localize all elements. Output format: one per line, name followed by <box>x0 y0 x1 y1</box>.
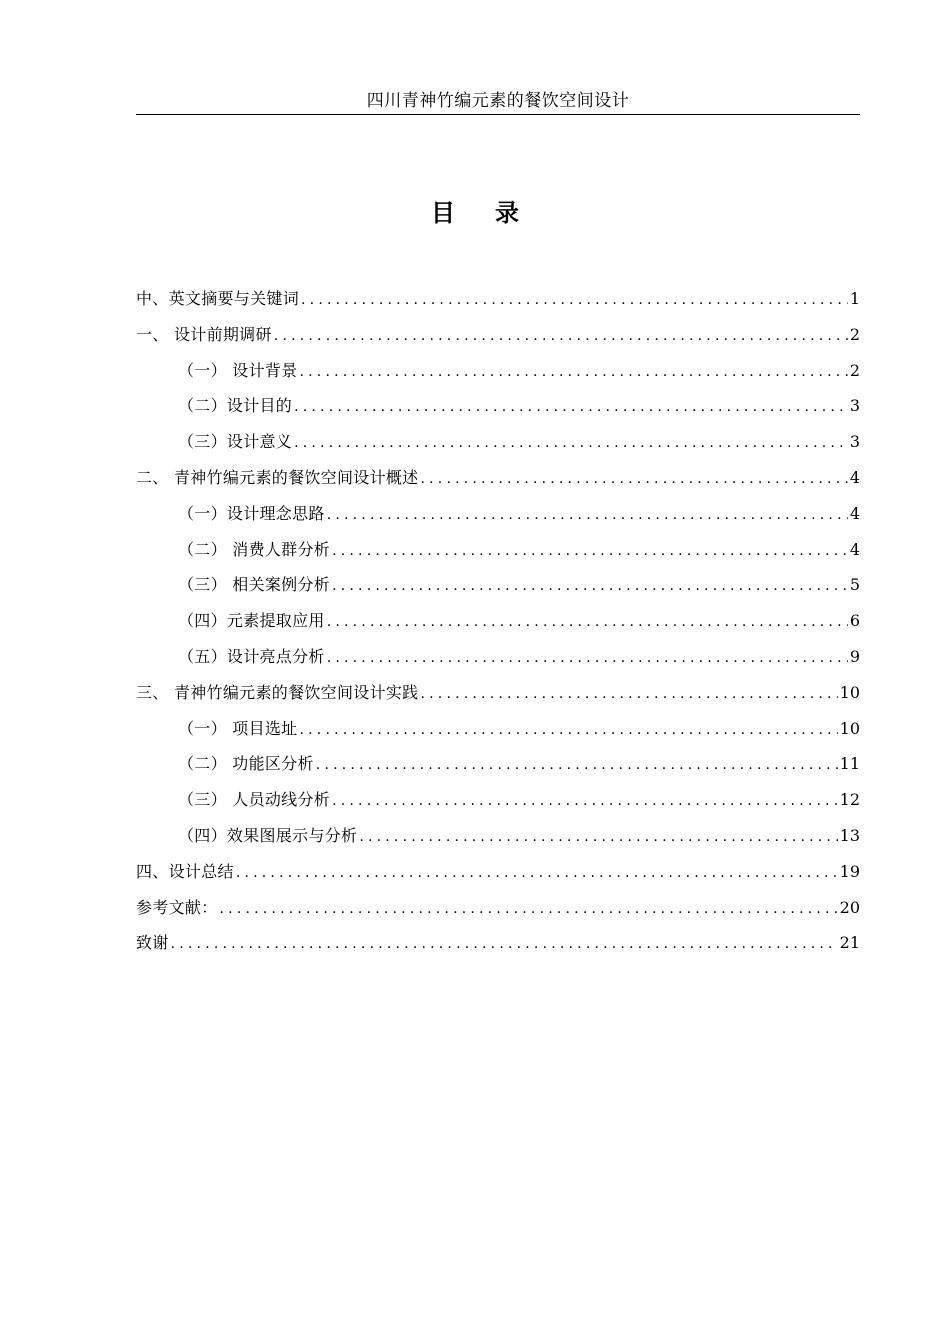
toc-entry[interactable] <box>136 538 860 574</box>
toc-entry[interactable] <box>136 573 860 609</box>
toc-entry[interactable] <box>136 931 860 967</box>
toc-entry[interactable] <box>136 896 860 932</box>
toc-title: 目录 <box>431 198 559 227</box>
table-of-contents <box>136 287 860 967</box>
toc-dot-leader <box>332 789 838 813</box>
toc-entry-label: 致谢 <box>136 933 169 953</box>
toc-page-number: 20 <box>839 897 860 917</box>
toc-entry[interactable] <box>136 824 860 860</box>
toc-entry-label: 中、英文摘要与关键词 <box>136 289 300 308</box>
toc-entry-label: （二） 消费人群分析 <box>178 539 331 559</box>
toc-page-number: 21 <box>839 933 860 953</box>
toc-page-number: 5 <box>849 575 860 595</box>
toc-dot-leader <box>301 288 848 312</box>
toc-entry[interactable] <box>136 752 860 788</box>
toc-dot-leader <box>274 324 848 348</box>
toc-entry-label: （一）设计理念思路 <box>178 503 325 523</box>
toc-dot-leader <box>327 503 848 527</box>
toc-page-number: 4 <box>849 503 860 523</box>
toc-entry-label: （四）元素提取应用 <box>178 611 325 631</box>
toc-page-number: 2 <box>849 324 860 344</box>
toc-dot-leader <box>421 467 848 491</box>
toc-dot-leader <box>332 574 848 598</box>
toc-page-number: 3 <box>849 432 860 452</box>
toc-entry[interactable] <box>136 394 860 430</box>
toc-dot-leader <box>359 825 837 849</box>
toc-dot-leader <box>236 861 838 885</box>
toc-entry[interactable] <box>136 359 860 395</box>
toc-page-number: 2 <box>849 360 860 380</box>
toc-entry[interactable] <box>136 609 860 645</box>
toc-dot-leader <box>300 718 838 742</box>
toc-page-number: 19 <box>839 861 860 881</box>
toc-dot-leader <box>300 360 848 384</box>
toc-dot-leader <box>332 539 848 563</box>
toc-entry[interactable] <box>136 681 860 717</box>
toc-entry[interactable] <box>136 788 860 824</box>
toc-entry[interactable] <box>136 323 860 359</box>
toc-page-number: 6 <box>849 611 860 631</box>
toc-entry-label: （五）设计亮点分析 <box>178 646 325 666</box>
running-header: 四川青神竹编元素的餐饮空间设计 <box>366 91 630 111</box>
toc-dot-leader <box>171 932 838 956</box>
toc-dot-leader <box>327 646 848 670</box>
toc-entry-label: （四）效果图展示与分析 <box>178 825 358 845</box>
toc-entry-label: 三、 青神竹编元素的餐饮空间设计实践 <box>136 682 419 702</box>
toc-page-number: 4 <box>849 467 860 487</box>
toc-page-number: 3 <box>849 396 860 416</box>
toc-entry-label: 二、 青神竹编元素的餐饮空间设计概述 <box>136 467 419 487</box>
toc-page-number: 10 <box>839 718 860 738</box>
toc-entry-label: （二） 功能区分析 <box>178 754 314 774</box>
toc-entry[interactable] <box>136 717 860 753</box>
toc-page-number: 9 <box>849 646 860 666</box>
toc-page-number: 10 <box>839 682 860 702</box>
toc-entry[interactable] <box>136 645 860 681</box>
toc-page-number: 4 <box>849 539 860 559</box>
toc-entry[interactable] <box>136 287 860 323</box>
toc-entry-label: 参考文献： <box>136 897 218 917</box>
toc-page-number: 1 <box>849 289 860 308</box>
toc-entry-label: （一） 项目选址 <box>178 718 298 738</box>
toc-page-number: 11 <box>839 754 860 774</box>
toc-dot-leader <box>294 395 848 419</box>
toc-dot-leader <box>327 610 848 634</box>
header-rule <box>136 114 860 115</box>
toc-entry-label: （三） 人员动线分析 <box>178 790 331 810</box>
toc-page-number: 12 <box>839 790 860 810</box>
toc-entry-label: （三）设计意义 <box>178 432 293 452</box>
toc-entry-label: （一） 设计背景 <box>178 360 298 380</box>
toc-entry-label: 四、设计总结 <box>136 861 234 881</box>
toc-entry-label: （二）设计目的 <box>178 396 293 416</box>
toc-dot-leader <box>220 897 838 921</box>
toc-dot-leader <box>316 753 838 777</box>
toc-entry[interactable] <box>136 466 860 502</box>
toc-page-number: 13 <box>839 825 860 845</box>
toc-entry[interactable] <box>136 430 860 466</box>
toc-entry[interactable] <box>136 502 860 538</box>
toc-dot-leader <box>294 431 848 455</box>
toc-dot-leader <box>421 682 838 706</box>
toc-entry-label: （三） 相关案例分析 <box>178 575 331 595</box>
toc-entry[interactable] <box>136 860 860 896</box>
toc-entry-label: 一、 设计前期调研 <box>136 324 272 344</box>
